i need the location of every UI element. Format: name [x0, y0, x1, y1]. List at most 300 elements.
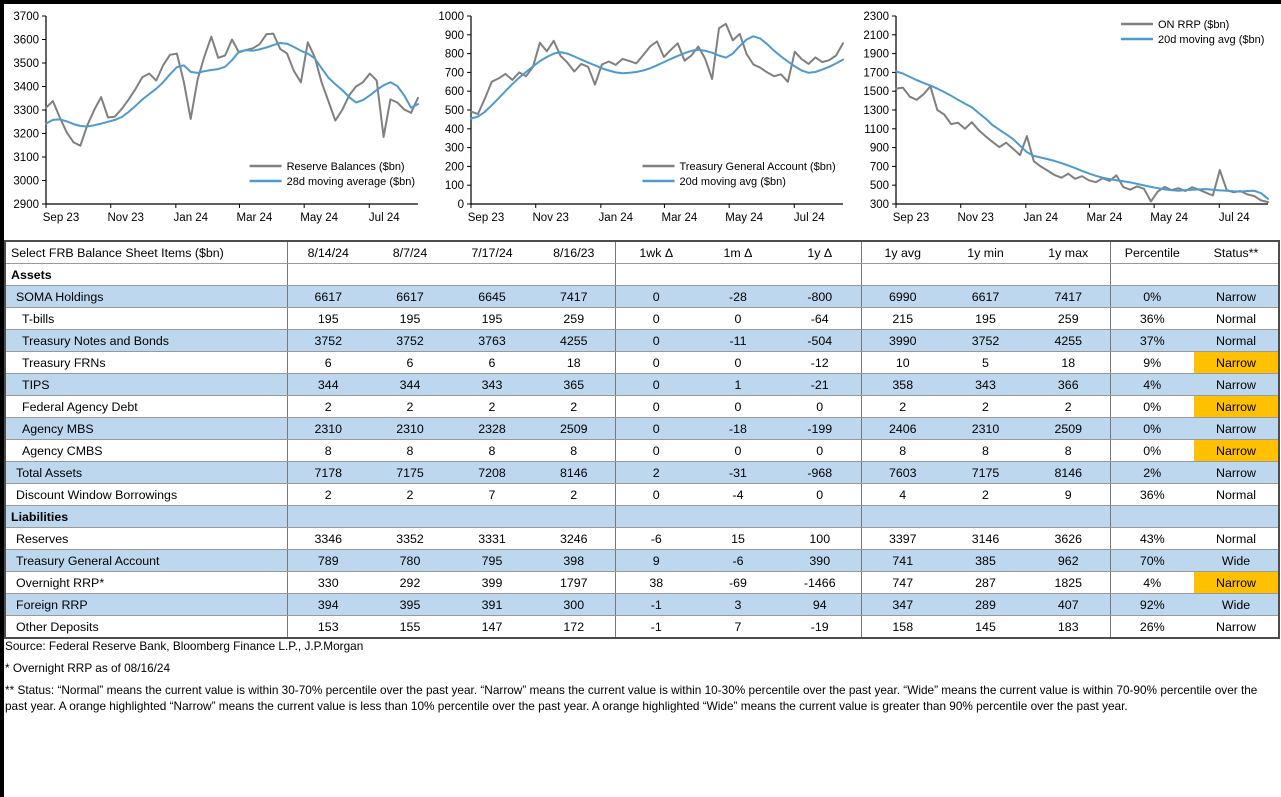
value-cell: 259: [533, 308, 615, 330]
status-cell: Normal: [1194, 308, 1279, 330]
value-cell: 0: [697, 352, 779, 374]
value-cell: 195: [944, 308, 1027, 330]
series-line: [471, 36, 843, 118]
value-cell: [697, 506, 779, 528]
table-row: [5, 352, 1279, 374]
legend-label: Reserve Balances ($bn): [286, 161, 405, 173]
value-cell: 3331: [451, 528, 533, 550]
table-row: [5, 308, 1279, 330]
value-cell: 36%: [1110, 484, 1194, 506]
value-cell: [944, 506, 1027, 528]
value-cell: -504: [779, 330, 861, 352]
value-cell: -1: [615, 616, 697, 639]
status-cell: [1194, 264, 1279, 286]
value-cell: [861, 506, 944, 528]
x-axis-tick-label: Jul 24: [793, 212, 825, 224]
value-cell: 15: [697, 528, 779, 550]
row-label-cell: Agency CMBS: [5, 440, 287, 462]
x-axis-tick-label: May 24: [725, 212, 764, 224]
series-line: [896, 86, 1268, 202]
value-cell: 215: [861, 308, 944, 330]
value-cell: 4255: [533, 330, 615, 352]
value-cell: -6: [615, 528, 697, 550]
value-cell: 2: [944, 484, 1027, 506]
value-cell: 0: [697, 308, 779, 330]
value-cell: 145: [944, 616, 1027, 639]
value-cell: 6990: [861, 286, 944, 308]
y-axis-tick-label: 700: [444, 67, 464, 80]
value-cell: [369, 264, 451, 286]
value-cell: [944, 264, 1027, 286]
column-header-cell: 8/16/23: [533, 241, 615, 264]
value-cell: 2: [287, 484, 369, 506]
value-cell: 4255: [1027, 330, 1110, 352]
value-cell: -968: [779, 462, 861, 484]
value-cell: 2: [615, 462, 697, 484]
value-cell: 344: [287, 374, 369, 396]
value-cell: 2%: [1110, 462, 1194, 484]
table-row: [5, 330, 1279, 352]
value-cell: 6617: [287, 286, 369, 308]
value-cell: 8: [451, 440, 533, 462]
y-axis-tick-label: 3200: [13, 128, 39, 141]
series-line: [896, 72, 1268, 199]
source-note: Source: Federal Reserve Bank, Bloomberg Finance L.P., J.P.Morgan: [5, 639, 364, 653]
x-axis-tick-label: Sep 23: [892, 212, 930, 224]
value-cell: 195: [287, 308, 369, 330]
value-cell: 289: [944, 594, 1027, 616]
value-cell: 2: [1027, 396, 1110, 418]
value-cell: -64: [779, 308, 861, 330]
row-label-cell: Total Assets: [5, 462, 287, 484]
value-cell: 0: [779, 440, 861, 462]
value-cell: 2310: [369, 418, 451, 440]
value-cell: -4: [697, 484, 779, 506]
y-axis-tick-label: 1300: [863, 105, 889, 117]
column-header-cell: 1y min: [944, 241, 1027, 264]
value-cell: 8: [1027, 440, 1110, 462]
x-axis-tick-label: Jan 24: [173, 212, 209, 224]
row-label-cell: Federal Agency Debt: [5, 396, 287, 418]
value-cell: [533, 506, 615, 528]
y-axis-tick-label: 400: [444, 123, 464, 136]
value-cell: [1027, 264, 1110, 286]
status-cell: Narrow: [1194, 352, 1279, 374]
table-row: [5, 286, 1279, 308]
value-cell: 195: [451, 308, 533, 330]
value-cell: 0: [615, 484, 697, 506]
value-cell: 6: [451, 352, 533, 374]
series-line: [471, 24, 843, 114]
value-cell: 4%: [1110, 374, 1194, 396]
chart-reserve-balances: [4, 4, 429, 240]
value-cell: 0: [779, 484, 861, 506]
value-cell: 0%: [1110, 418, 1194, 440]
y-axis-tick-label: 2900: [13, 199, 39, 211]
value-cell: 2: [944, 396, 1027, 418]
status-definition-note: ** Status: “Normal” means the current value is within 30-70% percentile over the past year. “Narrow” means the current value is within 10-30% percentile over the past year. “Wide” means the current value is within 70-90% percentile over the past year. A orange highlighted “Narrow” means the current value is less than 10% percentile over the past year. A orange highlighted “Wide” means the current value is greater than 90% percentile over the past year.: [5, 683, 1258, 713]
chart-treasury-general-account: [429, 4, 854, 240]
value-cell: 0: [615, 396, 697, 418]
value-cell: 2328: [451, 418, 533, 440]
table-row: [5, 440, 1279, 462]
status-cell: Normal: [1194, 528, 1279, 550]
value-cell: 8: [369, 440, 451, 462]
value-cell: -1466: [779, 572, 861, 594]
value-cell: 358: [861, 374, 944, 396]
value-cell: 2: [533, 484, 615, 506]
table-row: [5, 374, 1279, 396]
y-axis-tick-label: 700: [869, 161, 889, 174]
value-cell: [1027, 506, 1110, 528]
y-axis-tick-label: 300: [869, 199, 889, 211]
value-cell: 6: [287, 352, 369, 374]
value-cell: 3146: [944, 528, 1027, 550]
table-title-cell: Select FRB Balance Sheet Items ($bn): [5, 241, 287, 264]
value-cell: [615, 264, 697, 286]
value-cell: 158: [861, 616, 944, 639]
y-axis-tick-label: 1500: [863, 86, 889, 99]
value-cell: 0: [615, 418, 697, 440]
row-label-cell: Foreign RRP: [5, 594, 287, 616]
column-header-cell: 7/17/24: [451, 241, 533, 264]
value-cell: 2310: [287, 418, 369, 440]
value-cell: -6: [697, 550, 779, 572]
x-axis-tick-label: Mar 24: [236, 212, 273, 224]
table-header-row: [5, 241, 1279, 264]
x-axis-tick-label: May 24: [300, 212, 339, 224]
value-cell: 37%: [1110, 330, 1194, 352]
value-cell: [287, 506, 369, 528]
y-axis-tick-label: 800: [444, 48, 464, 61]
status-cell: Narrow: [1194, 396, 1279, 418]
value-cell: -800: [779, 286, 861, 308]
value-cell: [779, 506, 861, 528]
y-axis-tick-label: 1900: [863, 48, 889, 61]
value-cell: 407: [1027, 594, 1110, 616]
footnotes: [5, 639, 1277, 720]
value-cell: 38: [615, 572, 697, 594]
value-cell: 3: [697, 594, 779, 616]
y-axis-tick-label: 200: [444, 161, 464, 174]
y-axis-tick-label: 1100: [864, 123, 889, 136]
table-row: [5, 396, 1279, 418]
value-cell: 3397: [861, 528, 944, 550]
column-header-cell: Status**: [1194, 241, 1279, 264]
value-cell: 18: [1027, 352, 1110, 374]
y-axis-tick-label: 3300: [13, 105, 39, 117]
value-cell: [1110, 264, 1194, 286]
value-cell: 0%: [1110, 396, 1194, 418]
value-cell: 0%: [1110, 440, 1194, 462]
value-cell: 0: [615, 286, 697, 308]
x-axis-tick-label: Mar 24: [1086, 212, 1123, 224]
value-cell: 391: [451, 594, 533, 616]
x-axis-tick-label: Sep 23: [42, 212, 80, 224]
rrp-asof-note: * Overnight RRP as of 08/16/24: [5, 660, 171, 675]
status-cell: Narrow: [1194, 418, 1279, 440]
x-axis-tick-label: Jul 24: [368, 212, 400, 224]
value-cell: -18: [697, 418, 779, 440]
value-cell: 385: [944, 550, 1027, 572]
value-cell: -28: [697, 286, 779, 308]
value-cell: 3752: [369, 330, 451, 352]
value-cell: 8: [944, 440, 1027, 462]
value-cell: 6645: [451, 286, 533, 308]
y-axis-tick-label: 1700: [863, 67, 889, 80]
value-cell: 7: [697, 616, 779, 639]
value-cell: 2310: [944, 418, 1027, 440]
y-axis-tick-label: 300: [444, 142, 464, 155]
value-cell: 195: [369, 308, 451, 330]
value-cell: 9: [615, 550, 697, 572]
value-cell: 0: [615, 308, 697, 330]
value-cell: 7: [451, 484, 533, 506]
column-header-cell: 1y avg: [861, 241, 944, 264]
column-header-cell: 1m Δ: [697, 241, 779, 264]
value-cell: -69: [697, 572, 779, 594]
legend-label: 20d moving avg ($bn): [1158, 34, 1265, 46]
value-cell: 5: [944, 352, 1027, 374]
y-axis-tick-label: 2100: [863, 29, 889, 42]
y-axis-tick-label: 600: [444, 86, 464, 99]
value-cell: 1825: [1027, 572, 1110, 594]
value-cell: 94: [779, 594, 861, 616]
value-cell: 962: [1027, 550, 1110, 572]
value-cell: 147: [451, 616, 533, 639]
y-axis-tick-label: 3700: [13, 11, 39, 23]
value-cell: 8146: [1027, 462, 1110, 484]
value-cell: 92%: [1110, 594, 1194, 616]
value-cell: -19: [779, 616, 861, 639]
value-cell: 3626: [1027, 528, 1110, 550]
value-cell: 780: [369, 550, 451, 572]
value-cell: 3352: [369, 528, 451, 550]
value-cell: 3246: [533, 528, 615, 550]
on-rrp-line-chart: [854, 4, 1279, 240]
value-cell: 4%: [1110, 572, 1194, 594]
row-label-cell: Assets: [5, 264, 287, 286]
value-cell: 747: [861, 572, 944, 594]
row-label-cell: Reserves: [5, 528, 287, 550]
value-cell: 0: [615, 374, 697, 396]
value-cell: 343: [944, 374, 1027, 396]
value-cell: 7208: [451, 462, 533, 484]
legend-label: ON RRP ($bn): [1158, 19, 1230, 31]
table-row: [5, 572, 1279, 594]
value-cell: [533, 264, 615, 286]
value-cell: -199: [779, 418, 861, 440]
value-cell: 3346: [287, 528, 369, 550]
y-axis-tick-label: 1000: [438, 11, 464, 23]
value-cell: [861, 264, 944, 286]
value-cell: 18: [533, 352, 615, 374]
value-cell: 741: [861, 550, 944, 572]
legend-label: Treasury General Account ($bn): [679, 161, 836, 173]
x-axis-tick-label: Sep 23: [467, 212, 505, 224]
balance-sheet-table: [4, 240, 1280, 639]
table-body: [5, 264, 1279, 639]
value-cell: 0: [615, 440, 697, 462]
column-header-cell: 1y Δ: [779, 241, 861, 264]
value-cell: 2: [533, 396, 615, 418]
row-label-cell: Liabilities: [5, 506, 287, 528]
column-header-cell: 1wk Δ: [615, 241, 697, 264]
section-row: [5, 264, 1279, 286]
value-cell: 26%: [1110, 616, 1194, 639]
chart-on-rrp: [854, 4, 1279, 240]
column-header-cell: 8/7/24: [369, 241, 451, 264]
value-cell: 70%: [1110, 550, 1194, 572]
value-cell: 3752: [944, 330, 1027, 352]
x-axis-tick-label: May 24: [1150, 212, 1189, 224]
value-cell: 3990: [861, 330, 944, 352]
y-axis-tick-label: 2300: [863, 11, 889, 23]
row-label-cell: Discount Window Borrowings: [5, 484, 287, 506]
value-cell: [779, 264, 861, 286]
y-axis-tick-label: 900: [869, 142, 889, 155]
y-axis-tick-label: 3100: [13, 152, 39, 164]
value-cell: [697, 264, 779, 286]
status-cell: Narrow: [1194, 572, 1279, 594]
value-cell: 3752: [287, 330, 369, 352]
x-axis-tick-label: Nov 23: [532, 212, 569, 224]
y-axis-tick-label: 3500: [13, 58, 39, 70]
value-cell: 0: [697, 396, 779, 418]
column-header-cell: 8/14/24: [287, 241, 369, 264]
row-label-cell: Treasury Notes and Bonds: [5, 330, 287, 352]
x-axis-tick-label: Nov 23: [107, 212, 144, 224]
value-cell: 789: [287, 550, 369, 572]
row-label-cell: Treasury General Account: [5, 550, 287, 572]
status-cell: Narrow: [1194, 440, 1279, 462]
value-cell: 7417: [1027, 286, 1110, 308]
value-cell: 172: [533, 616, 615, 639]
value-cell: 6617: [944, 286, 1027, 308]
status-cell: Narrow: [1194, 462, 1279, 484]
value-cell: 795: [451, 550, 533, 572]
table-row: [5, 528, 1279, 550]
value-cell: [451, 506, 533, 528]
row-label-cell: Treasury FRNs: [5, 352, 287, 374]
value-cell: 330: [287, 572, 369, 594]
y-axis-tick-label: 3600: [13, 34, 39, 47]
value-cell: [287, 264, 369, 286]
value-cell: 7175: [944, 462, 1027, 484]
value-cell: -21: [779, 374, 861, 396]
status-cell: Narrow: [1194, 374, 1279, 396]
value-cell: 2: [369, 396, 451, 418]
value-cell: 4: [861, 484, 944, 506]
column-header-cell: 1y max: [1027, 241, 1110, 264]
value-cell: 287: [944, 572, 1027, 594]
table-row: [5, 550, 1279, 572]
value-cell: 365: [533, 374, 615, 396]
y-axis-tick-label: 900: [444, 29, 464, 42]
y-axis-tick-label: 100: [444, 180, 464, 193]
value-cell: 100: [779, 528, 861, 550]
value-cell: 7175: [369, 462, 451, 484]
table-row: [5, 418, 1279, 440]
value-cell: 10: [861, 352, 944, 374]
value-cell: 2406: [861, 418, 944, 440]
value-cell: [1110, 506, 1194, 528]
row-label-cell: Overnight RRP*: [5, 572, 287, 594]
value-cell: [615, 506, 697, 528]
value-cell: 2509: [533, 418, 615, 440]
x-axis-tick-label: Jan 24: [1023, 212, 1059, 224]
value-cell: 7417: [533, 286, 615, 308]
value-cell: 2: [287, 396, 369, 418]
value-cell: 43%: [1110, 528, 1194, 550]
table-row: [5, 594, 1279, 616]
y-axis-tick-label: 3400: [13, 81, 39, 94]
table-row: [5, 616, 1279, 639]
series-line: [46, 43, 418, 127]
value-cell: 344: [369, 374, 451, 396]
value-cell: 8146: [533, 462, 615, 484]
value-cell: -12: [779, 352, 861, 374]
value-cell: 395: [369, 594, 451, 616]
x-axis-tick-label: Jan 24: [598, 212, 634, 224]
status-cell: Wide: [1194, 550, 1279, 572]
value-cell: 1: [697, 374, 779, 396]
x-axis-tick-label: Mar 24: [661, 212, 698, 224]
value-cell: 9%: [1110, 352, 1194, 374]
value-cell: 2509: [1027, 418, 1110, 440]
value-cell: 390: [779, 550, 861, 572]
value-cell: 398: [533, 550, 615, 572]
value-cell: 2: [369, 484, 451, 506]
value-cell: 1797: [533, 572, 615, 594]
value-cell: 8: [861, 440, 944, 462]
value-cell: 7178: [287, 462, 369, 484]
value-cell: 0: [615, 330, 697, 352]
y-axis-tick-label: 500: [869, 180, 889, 193]
y-axis-tick-label: 500: [444, 105, 464, 117]
column-header-cell: Percentile: [1110, 241, 1194, 264]
value-cell: 2: [861, 396, 944, 418]
value-cell: 347: [861, 594, 944, 616]
value-cell: 153: [287, 616, 369, 639]
status-cell: Narrow: [1194, 616, 1279, 639]
row-label-cell: Agency MBS: [5, 418, 287, 440]
value-cell: 3763: [451, 330, 533, 352]
y-axis-tick-label: 0: [457, 199, 464, 211]
status-cell: [1194, 506, 1279, 528]
status-cell: Normal: [1194, 330, 1279, 352]
status-cell: Wide: [1194, 594, 1279, 616]
value-cell: -11: [697, 330, 779, 352]
treasury-general-account-line-chart: [429, 4, 854, 240]
value-cell: 0: [779, 396, 861, 418]
series-line: [46, 34, 418, 146]
row-label-cell: Other Deposits: [5, 616, 287, 639]
value-cell: [451, 264, 533, 286]
status-cell: Narrow: [1194, 286, 1279, 308]
value-cell: 6617: [369, 286, 451, 308]
value-cell: -31: [697, 462, 779, 484]
row-label-cell: T-bills: [5, 308, 287, 330]
y-axis-tick-label: 3000: [13, 175, 39, 188]
value-cell: 300: [533, 594, 615, 616]
value-cell: 0: [697, 440, 779, 462]
value-cell: 366: [1027, 374, 1110, 396]
value-cell: 155: [369, 616, 451, 639]
value-cell: 6: [369, 352, 451, 374]
value-cell: 343: [451, 374, 533, 396]
reserve-balances-line-chart: [4, 4, 429, 240]
